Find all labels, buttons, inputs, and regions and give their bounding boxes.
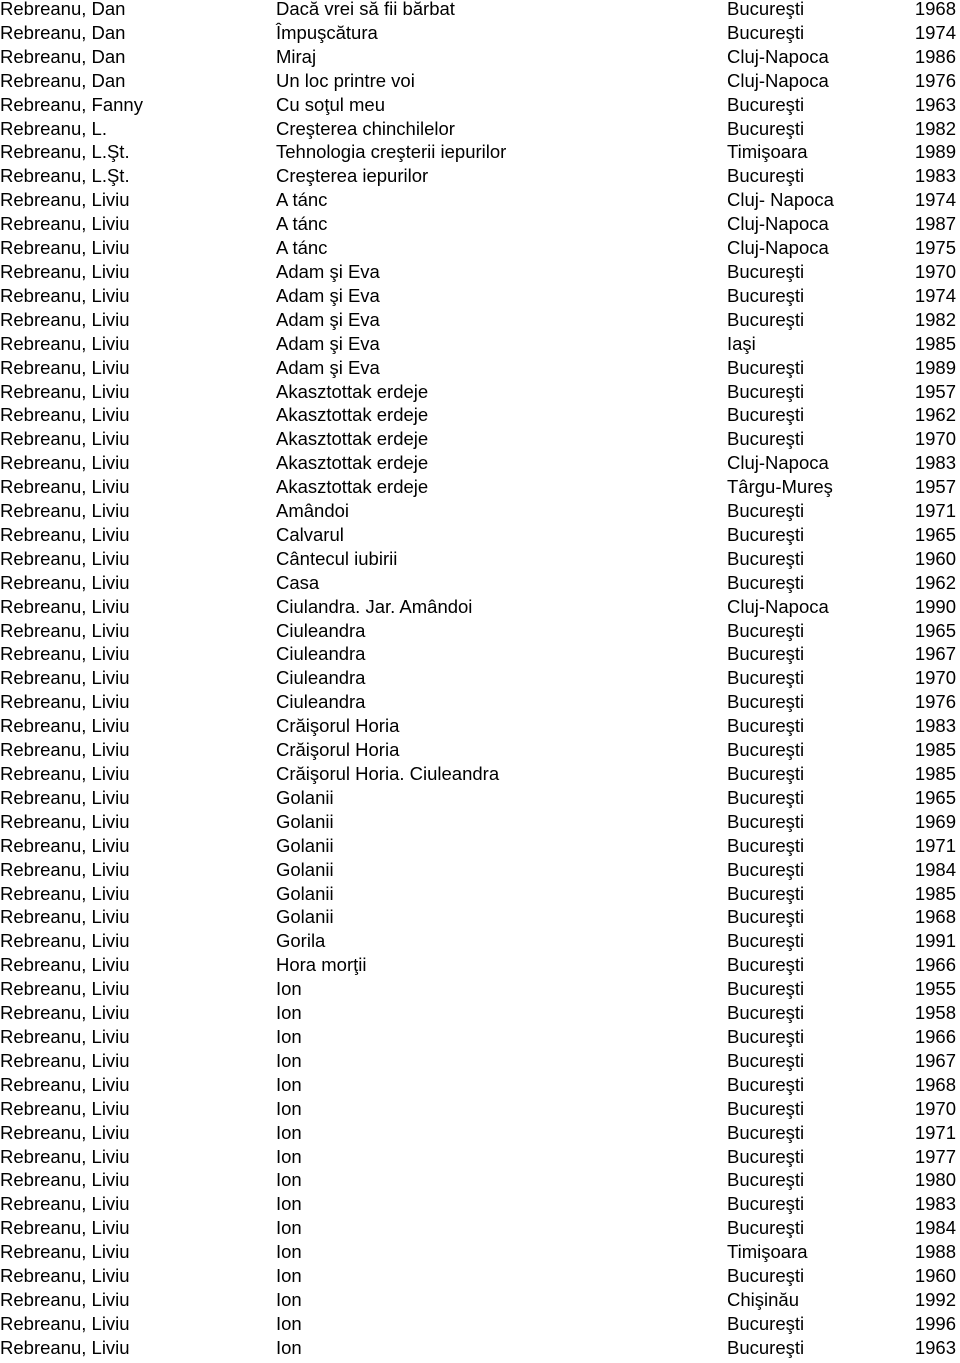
- author-cell: Rebreanu, Liviu: [0, 1097, 130, 1119]
- table-row: [0, 882, 960, 909]
- year-cell: 1971: [914, 500, 956, 522]
- table-row: [0, 858, 960, 885]
- title-cell: Ion: [276, 1241, 302, 1263]
- table-row: [0, 834, 960, 861]
- title-cell: Ion: [276, 1145, 302, 1167]
- table-row: [0, 693, 960, 717]
- title-cell: Ion: [276, 1265, 302, 1287]
- table-row: [0, 93, 960, 120]
- city-cell: Bucureşti: [727, 1265, 805, 1287]
- year-cell: 1968: [914, 0, 956, 19]
- city-cell: Bucureşti: [727, 1121, 805, 1143]
- table-row: [0, 502, 960, 526]
- author-cell: Rebreanu, Liviu: [0, 619, 130, 641]
- table-row: [0, 0, 960, 24]
- table-row: [0, 1312, 960, 1339]
- year-cell: 1976: [914, 691, 956, 713]
- table-row: [0, 645, 960, 669]
- author-cell: Rebreanu, Liviu: [0, 810, 130, 832]
- title-cell: Ciuleandra: [276, 643, 366, 665]
- year-cell: 1966: [914, 1025, 956, 1047]
- city-cell: Bucureşti: [727, 715, 805, 737]
- city-cell: Cluj-Napoca: [727, 45, 829, 67]
- author-cell: Rebreanu, Liviu: [0, 643, 130, 665]
- year-cell: 1987: [914, 213, 956, 235]
- city-cell: Bucureşti: [727, 1145, 805, 1167]
- table-row: [0, 1243, 960, 1267]
- city-cell: Bucureşti: [727, 667, 805, 689]
- title-cell: Adam şi Eva: [276, 308, 380, 330]
- table-row: [0, 1195, 960, 1219]
- author-cell: Rebreanu, Liviu: [0, 1217, 130, 1239]
- year-cell: 1974: [914, 189, 956, 211]
- year-cell: 1963: [914, 1336, 956, 1358]
- title-cell: Împuşcătura: [276, 21, 378, 43]
- city-cell: Bucureşti: [727, 165, 805, 187]
- year-cell: 1982: [914, 117, 956, 139]
- city-cell: Bucureşti: [727, 308, 805, 330]
- title-cell: Creşterea iepurilor: [276, 165, 429, 187]
- year-cell: 1975: [914, 237, 956, 259]
- city-cell: Bucureşti: [727, 428, 805, 450]
- author-cell: Rebreanu, Liviu: [0, 715, 130, 737]
- year-cell: 1970: [914, 667, 956, 689]
- author-cell: Rebreanu, Liviu: [0, 284, 130, 306]
- title-cell: Ion: [276, 1193, 302, 1215]
- table-row: [0, 406, 960, 430]
- city-cell: Bucureşti: [727, 500, 805, 522]
- year-cell: 1989: [914, 141, 956, 163]
- year-cell: 1970: [914, 428, 956, 450]
- table-row: [0, 478, 960, 502]
- title-cell: Miraj: [276, 45, 317, 67]
- author-cell: Rebreanu, Fanny: [0, 93, 143, 115]
- author-cell: Rebreanu, Liviu: [0, 452, 130, 474]
- year-cell: 1971: [914, 834, 956, 856]
- year-cell: 1976: [914, 69, 956, 91]
- year-cell: 1955: [914, 978, 956, 1000]
- city-cell: Bucureşti: [727, 523, 805, 545]
- title-cell: Ion: [276, 978, 302, 1000]
- author-cell: Rebreanu, Liviu: [0, 332, 130, 354]
- year-cell: 1968: [914, 906, 956, 928]
- table-row: [0, 239, 960, 263]
- year-cell: 1980: [914, 1169, 956, 1191]
- title-cell: Adam şi Eva: [276, 332, 380, 354]
- title-cell: Amândoi: [276, 500, 350, 522]
- title-cell: Gorila: [276, 930, 326, 952]
- table-row: [0, 1097, 960, 1124]
- year-cell: 1983: [914, 715, 956, 737]
- author-cell: Rebreanu, Liviu: [0, 260, 130, 282]
- author-cell: Rebreanu, Liviu: [0, 1073, 130, 1095]
- city-cell: Bucureşti: [727, 1312, 805, 1334]
- year-cell: 1992: [914, 1288, 956, 1310]
- author-cell: Rebreanu, L.Şt.: [0, 141, 130, 163]
- year-cell: 1960: [914, 1265, 956, 1287]
- table-row: [0, 215, 960, 239]
- author-cell: Rebreanu, Liviu: [0, 404, 130, 426]
- author-cell: Rebreanu, Liviu: [0, 500, 130, 522]
- city-cell: Iaşi: [727, 332, 756, 354]
- title-cell: A tánc: [276, 189, 328, 211]
- author-cell: Rebreanu, Dan: [0, 0, 126, 19]
- author-cell: Rebreanu, Liviu: [0, 428, 130, 450]
- author-cell: Rebreanu, Liviu: [0, 1049, 130, 1071]
- year-cell: 1984: [914, 858, 956, 880]
- author-cell: Rebreanu, Liviu: [0, 1025, 130, 1047]
- city-cell: Bucureşti: [727, 882, 805, 904]
- city-cell: Bucureşti: [727, 1073, 805, 1095]
- table-row: [0, 1171, 960, 1195]
- table-row: [0, 571, 960, 598]
- title-cell: Casa: [276, 571, 320, 593]
- city-cell: Bucureşti: [727, 547, 805, 569]
- title-cell: Ion: [276, 1025, 302, 1047]
- author-cell: Rebreanu, Liviu: [0, 523, 130, 545]
- author-cell: Rebreanu, Dan: [0, 45, 126, 67]
- author-cell: Rebreanu, Liviu: [0, 1336, 130, 1358]
- title-cell: Golanii: [276, 810, 334, 832]
- author-cell: Rebreanu, Liviu: [0, 786, 130, 808]
- title-cell: Ciuleandra: [276, 619, 366, 641]
- table-row: [0, 117, 960, 144]
- title-cell: Ion: [276, 1217, 302, 1239]
- table-row: [0, 956, 960, 980]
- table-row: [0, 332, 960, 359]
- title-cell: Akasztottak erdeje: [276, 404, 429, 426]
- table-row: [0, 908, 960, 932]
- author-cell: Rebreanu, Dan: [0, 21, 126, 43]
- year-cell: 1983: [914, 165, 956, 187]
- title-cell: Ion: [276, 1049, 302, 1071]
- city-cell: Bucureşti: [727, 21, 805, 43]
- city-cell: Bucureşti: [727, 404, 805, 426]
- title-cell: Golanii: [276, 858, 334, 880]
- year-cell: 1991: [914, 930, 956, 952]
- title-cell: Ion: [276, 1312, 302, 1334]
- table-row: [0, 1267, 960, 1291]
- author-cell: Rebreanu, Liviu: [0, 667, 130, 689]
- city-cell: Chişinău: [727, 1288, 799, 1310]
- city-cell: Bucureşti: [727, 1193, 805, 1215]
- year-cell: 1958: [914, 1002, 956, 1024]
- year-cell: 1967: [914, 643, 956, 665]
- table-row: [0, 1288, 960, 1315]
- author-cell: Rebreanu, Liviu: [0, 213, 130, 235]
- title-cell: Creşterea chinchilelor: [276, 117, 455, 139]
- table-row: [0, 980, 960, 1004]
- author-cell: Rebreanu, Liviu: [0, 858, 130, 880]
- table-row: [0, 932, 960, 956]
- author-cell: Rebreanu, Liviu: [0, 978, 130, 1000]
- table-row: [0, 1336, 960, 1363]
- city-cell: Bucureşti: [727, 380, 805, 402]
- table-row: [0, 786, 960, 813]
- title-cell: A tánc: [276, 237, 328, 259]
- table-row: [0, 1049, 960, 1076]
- author-cell: Rebreanu, Liviu: [0, 1169, 130, 1191]
- title-cell: Ion: [276, 1288, 302, 1310]
- year-cell: 1977: [914, 1145, 956, 1167]
- table-row: [0, 380, 960, 407]
- year-cell: 1965: [914, 619, 956, 641]
- title-cell: Adam şi Eva: [276, 356, 380, 378]
- title-cell: Crăişorul Horia: [276, 739, 400, 761]
- city-cell: Bucureşti: [727, 356, 805, 378]
- table-row: [0, 1004, 960, 1028]
- title-cell: Ion: [276, 1169, 302, 1191]
- city-cell: Cluj- Napoca: [727, 189, 834, 211]
- city-cell: Cluj-Napoca: [727, 452, 829, 474]
- author-cell: Rebreanu, L.: [0, 117, 107, 139]
- city-cell: Bucureşti: [727, 786, 805, 808]
- year-cell: 1965: [914, 786, 956, 808]
- author-cell: Rebreanu, Liviu: [0, 380, 130, 402]
- title-cell: Golanii: [276, 906, 334, 928]
- year-cell: 1962: [914, 571, 956, 593]
- author-cell: Rebreanu, Dan: [0, 69, 126, 91]
- year-cell: 1989: [914, 356, 956, 378]
- city-cell: Cluj-Napoca: [727, 595, 829, 617]
- city-cell: Cluj-Napoca: [727, 237, 829, 259]
- city-cell: Bucureşti: [727, 1049, 805, 1071]
- year-cell: 1970: [914, 1097, 956, 1119]
- title-cell: Golanii: [276, 882, 334, 904]
- year-cell: 1965: [914, 523, 956, 545]
- title-cell: Un loc printre voi: [276, 69, 415, 91]
- table-row: [0, 430, 960, 454]
- city-cell: Bucureşti: [727, 739, 805, 761]
- city-cell: Bucureşti: [727, 1002, 805, 1024]
- city-cell: Bucureşti: [727, 0, 805, 19]
- title-cell: Cu soţul meu: [276, 93, 385, 115]
- year-cell: 1969: [914, 810, 956, 832]
- table-row: [0, 454, 960, 478]
- year-cell: 1983: [914, 452, 956, 474]
- city-cell: Bucureşti: [727, 858, 805, 880]
- title-cell: Tehnologia creşterii iepurilor: [276, 141, 507, 163]
- title-cell: Ciulandra. Jar. Amândoi: [276, 595, 473, 617]
- title-cell: Dacă vrei să fii bărbat: [276, 0, 455, 19]
- title-cell: Akasztottak erdeje: [276, 476, 429, 498]
- city-cell: Bucureşti: [727, 691, 805, 713]
- title-cell: Crăişorul Horia. Ciuleandra: [276, 763, 500, 784]
- author-cell: Rebreanu, Liviu: [0, 882, 130, 904]
- table-row: [0, 810, 960, 837]
- table-row: [0, 523, 960, 550]
- table-row: [0, 1219, 960, 1243]
- author-cell: Rebreanu, Liviu: [0, 1312, 130, 1334]
- year-cell: 1988: [914, 1241, 956, 1263]
- table-row: [0, 143, 960, 167]
- table-row: [0, 191, 960, 215]
- city-cell: Bucureşti: [727, 810, 805, 832]
- city-cell: Timişoara: [727, 141, 808, 163]
- year-cell: 1996: [914, 1312, 956, 1334]
- author-cell: Rebreanu, L.Şt.: [0, 165, 130, 187]
- year-cell: 1986: [914, 45, 956, 67]
- author-cell: Rebreanu, Liviu: [0, 1145, 130, 1167]
- city-cell: Bucureşti: [727, 1336, 805, 1358]
- year-cell: 1990: [914, 595, 956, 617]
- title-cell: Adam şi Eva: [276, 260, 380, 282]
- author-cell: Rebreanu, Liviu: [0, 954, 130, 976]
- city-cell: Cluj-Napoca: [727, 213, 829, 235]
- year-cell: 1960: [914, 547, 956, 569]
- author-cell: Rebreanu, Liviu: [0, 476, 130, 498]
- author-cell: Rebreanu, Liviu: [0, 1002, 130, 1024]
- year-cell: 1957: [914, 476, 956, 498]
- author-cell: Rebreanu, Liviu: [0, 1265, 130, 1287]
- table-row: [0, 765, 960, 789]
- year-cell: 1967: [914, 1049, 956, 1071]
- title-cell: Adam şi Eva: [276, 284, 380, 306]
- city-cell: Bucureşti: [727, 930, 805, 952]
- table-row: [0, 1025, 960, 1052]
- table-row: [0, 717, 960, 741]
- table-row: [0, 1145, 960, 1172]
- year-cell: 1982: [914, 308, 956, 330]
- title-cell: Ciuleandra: [276, 691, 366, 713]
- city-cell: Bucureşti: [727, 1217, 805, 1239]
- title-cell: Ion: [276, 1073, 302, 1095]
- city-cell: Bucureşti: [727, 93, 805, 115]
- city-cell: Bucureşti: [727, 906, 805, 928]
- year-cell: 1974: [914, 21, 956, 43]
- title-cell: Akasztottak erdeje: [276, 380, 429, 402]
- table-row: [0, 167, 960, 191]
- year-cell: 1985: [914, 739, 956, 761]
- year-cell: 1983: [914, 1193, 956, 1215]
- table-row: [0, 21, 960, 48]
- table-row: [0, 308, 960, 335]
- year-cell: 1968: [914, 1073, 956, 1095]
- title-cell: Ion: [276, 1002, 302, 1024]
- year-cell: 1984: [914, 1217, 956, 1239]
- table-row: [0, 356, 960, 383]
- title-cell: Ion: [276, 1121, 302, 1143]
- title-cell: Cântecul iubirii: [276, 547, 398, 569]
- title-cell: Golanii: [276, 786, 334, 808]
- author-cell: Rebreanu, Liviu: [0, 739, 130, 761]
- table-row: [0, 547, 960, 574]
- table-row: [0, 1121, 960, 1148]
- table-row: [0, 595, 960, 622]
- table-row: [0, 741, 960, 765]
- year-cell: 1985: [914, 882, 956, 904]
- year-cell: 1974: [914, 284, 956, 306]
- table-row: [0, 45, 960, 72]
- author-cell: Rebreanu, Liviu: [0, 189, 130, 211]
- city-cell: Bucureşti: [727, 978, 805, 1000]
- title-cell: Ion: [276, 1097, 302, 1119]
- author-cell: Rebreanu, Liviu: [0, 1121, 130, 1143]
- author-cell: Rebreanu, Liviu: [0, 595, 130, 617]
- table-row: [0, 284, 960, 311]
- title-cell: Akasztottak erdeje: [276, 452, 429, 474]
- city-cell: Bucureşti: [727, 1169, 805, 1191]
- author-cell: Rebreanu, Liviu: [0, 834, 130, 856]
- title-cell: Hora morţii: [276, 954, 367, 976]
- city-cell: Timişoara: [727, 1241, 808, 1263]
- table-row: [0, 1073, 960, 1100]
- year-cell: 1962: [914, 404, 956, 426]
- title-cell: Golanii: [276, 834, 334, 856]
- city-cell: Bucureşti: [727, 117, 805, 139]
- city-cell: Bucureşti: [727, 619, 805, 641]
- table-row: [0, 260, 960, 287]
- title-cell: Ion: [276, 1336, 302, 1358]
- author-cell: Rebreanu, Liviu: [0, 906, 130, 928]
- title-cell: Akasztottak erdeje: [276, 428, 429, 450]
- year-cell: 1985: [914, 332, 956, 354]
- title-cell: Crăişorul Horia: [276, 715, 400, 737]
- author-cell: Rebreanu, Liviu: [0, 547, 130, 569]
- city-cell: Bucureşti: [727, 284, 805, 306]
- table-row: [0, 669, 960, 693]
- author-cell: Rebreanu, Liviu: [0, 691, 130, 713]
- city-cell: Bucureşti: [727, 1097, 805, 1119]
- author-cell: Rebreanu, Liviu: [0, 1288, 130, 1310]
- city-cell: Bucureşti: [727, 571, 805, 593]
- author-cell: Rebreanu, Liviu: [0, 356, 130, 378]
- table-row: [0, 619, 960, 646]
- author-cell: Rebreanu, Liviu: [0, 308, 130, 330]
- city-cell: Târgu-Mureş: [727, 476, 833, 498]
- city-cell: Bucureşti: [727, 954, 805, 976]
- year-cell: 1963: [914, 93, 956, 115]
- title-cell: Ciuleandra: [276, 667, 366, 689]
- author-cell: Rebreanu, Liviu: [0, 1241, 130, 1263]
- city-cell: Bucureşti: [727, 260, 805, 282]
- city-cell: Bucureşti: [727, 1025, 805, 1047]
- city-cell: Bucureşti: [727, 834, 805, 856]
- title-cell: Calvarul: [276, 523, 344, 545]
- author-cell: Rebreanu, Liviu: [0, 930, 130, 952]
- author-cell: Rebreanu, Liviu: [0, 571, 130, 593]
- year-cell: 1957: [914, 380, 956, 402]
- year-cell: 1985: [914, 763, 956, 784]
- title-cell: A tánc: [276, 213, 328, 235]
- city-cell: Bucureşti: [727, 643, 805, 665]
- table-row: [0, 69, 960, 96]
- author-cell: Rebreanu, Liviu: [0, 237, 130, 259]
- city-cell: Cluj-Napoca: [727, 69, 829, 91]
- author-cell: Rebreanu, Liviu: [0, 763, 130, 784]
- year-cell: 1966: [914, 954, 956, 976]
- city-cell: Bucureşti: [727, 763, 805, 784]
- year-cell: 1970: [914, 260, 956, 282]
- year-cell: 1971: [914, 1121, 956, 1143]
- author-cell: Rebreanu, Liviu: [0, 1193, 130, 1215]
